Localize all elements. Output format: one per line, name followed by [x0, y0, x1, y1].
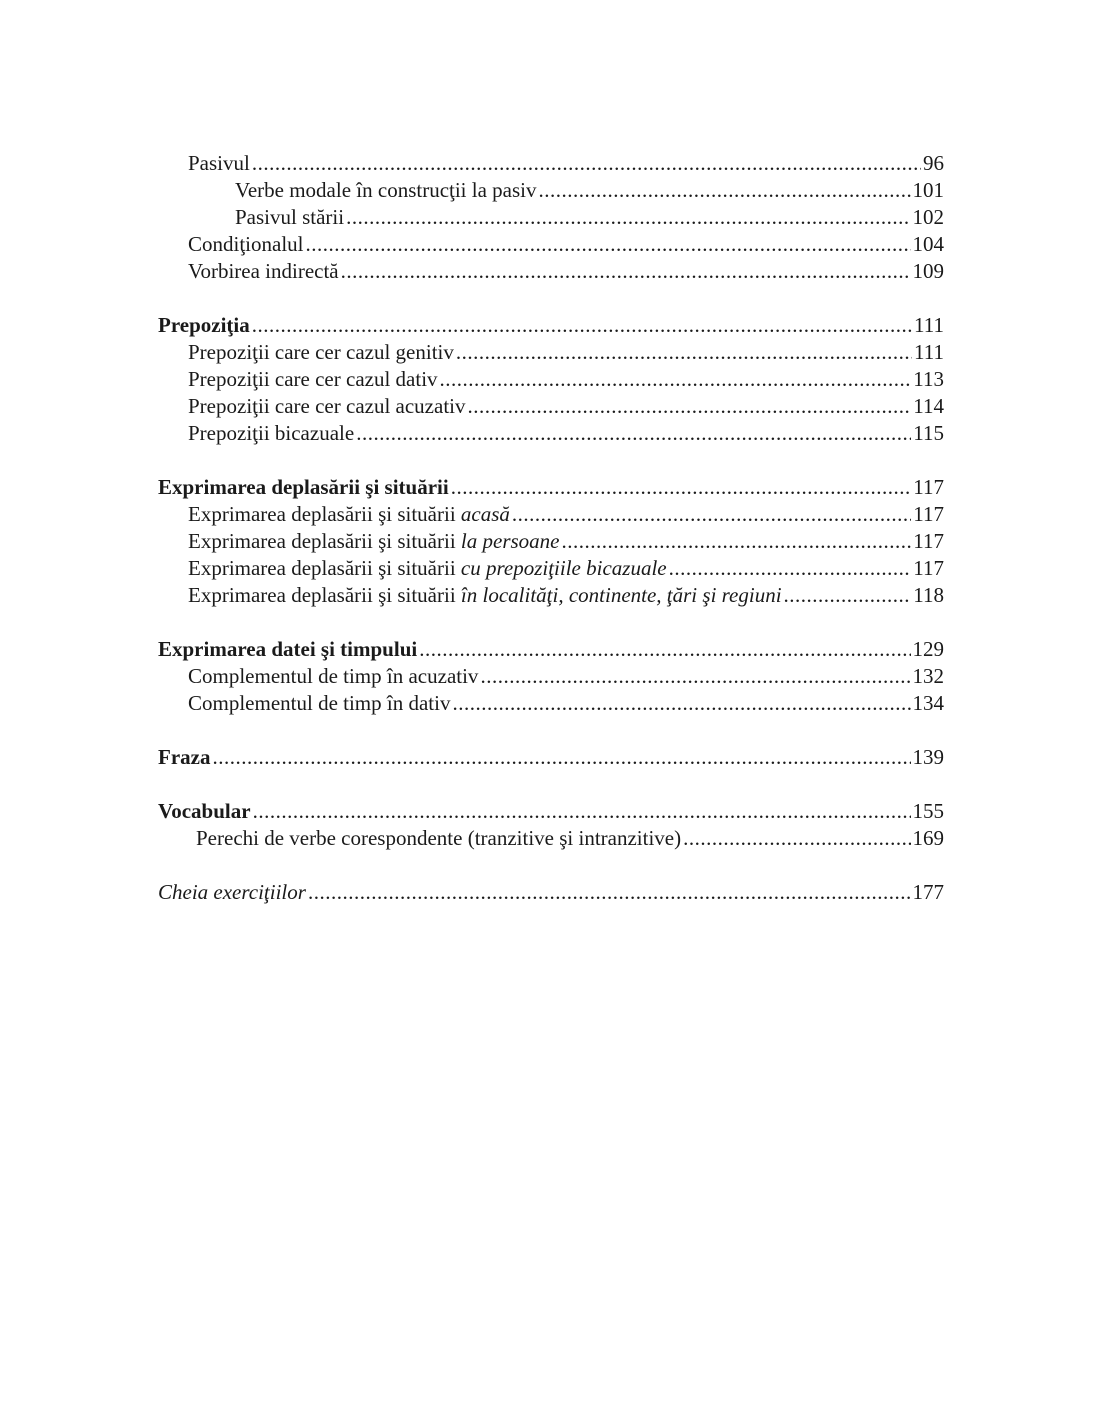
- toc-entry-label: [188, 582, 782, 609]
- toc-dot-leader: [512, 501, 911, 528]
- toc-entry-title: Prepoziţii care cer cazul acuzativ: [188, 394, 466, 418]
- toc-page-number: 117: [913, 502, 944, 526]
- toc-entry-title: Prepoziţia: [158, 313, 250, 337]
- table-of-contents: [158, 150, 944, 906]
- toc-entry-label: [188, 258, 339, 285]
- toc-entry-label: [158, 312, 250, 339]
- toc-entry-label: [196, 825, 681, 852]
- toc-page-number: 104: [912, 232, 944, 256]
- toc-dot-leader: [451, 474, 912, 501]
- toc-dot-leader: [252, 150, 921, 177]
- toc-entry-title: Exprimarea deplasării şi situării: [158, 475, 449, 499]
- toc-page-number: 115: [913, 421, 944, 445]
- toc-page-number: 155: [912, 799, 944, 823]
- toc-entry-label: [158, 636, 417, 663]
- toc-page-number: 139: [912, 745, 944, 769]
- toc-entry[interactable]: [158, 663, 944, 690]
- toc-page-number: 102: [912, 205, 944, 229]
- toc-entry-title: Vorbirea indirectă: [188, 259, 339, 283]
- toc-entry-title-italic: în localităţi, continente, ţări şi regiuni: [460, 583, 782, 607]
- toc-entry-title: Pasivul stării: [235, 205, 345, 229]
- toc-page-number: 114: [913, 394, 944, 418]
- toc-page-number: 109: [912, 259, 944, 283]
- toc-entry-title: Prepoziţii care cer cazul dativ: [188, 367, 438, 391]
- toc-entry-label: [188, 150, 250, 177]
- toc-entry-title-italic: la persoane: [460, 529, 560, 553]
- toc-entry[interactable]: [158, 393, 944, 420]
- toc-dot-leader: [452, 690, 910, 717]
- toc-entry[interactable]: [158, 177, 944, 204]
- toc-dot-leader: [440, 366, 912, 393]
- toc-entry-label: [158, 879, 306, 906]
- toc-entry-label: [158, 798, 251, 825]
- toc-entry-title: Perechi de verbe corespondente (tranzitive şi intranzitive): [196, 826, 682, 850]
- toc-entry-title-italic: cu prepoziţiile bicazuale: [460, 556, 667, 580]
- toc-page-number: 118: [913, 583, 944, 607]
- toc-dot-leader: [253, 798, 911, 825]
- toc-page-number: 113: [913, 367, 944, 391]
- toc-dot-leader: [784, 582, 912, 609]
- toc-entry-label: [188, 528, 560, 555]
- toc-page-number: 111: [914, 313, 944, 337]
- toc-entry-title: Vocabular: [158, 799, 251, 823]
- toc-entry-title: Exprimarea deplasării şi situării: [188, 502, 461, 526]
- toc-entry-title: Exprimarea deplasării şi situării: [188, 583, 461, 607]
- toc-entry-label: [188, 501, 510, 528]
- toc-page-number: 169: [912, 826, 944, 850]
- toc-entry-label: [188, 366, 438, 393]
- toc-page-number: 134: [912, 691, 944, 715]
- toc-entry-title: Complementul de timp în dativ: [188, 691, 451, 715]
- toc-entry-label: [235, 204, 344, 231]
- toc-entry[interactable]: [158, 258, 944, 285]
- toc-page-number: 129: [912, 637, 944, 661]
- toc-entry-label: [188, 339, 454, 366]
- toc-dot-leader: [480, 663, 910, 690]
- toc-page-number: 96: [923, 151, 944, 175]
- toc-dot-leader: [669, 555, 912, 582]
- toc-entry[interactable]: [158, 879, 944, 906]
- toc-dot-leader: [683, 825, 910, 852]
- toc-entry[interactable]: [158, 312, 944, 339]
- toc-page-number: 132: [912, 664, 944, 688]
- toc-entry[interactable]: [158, 744, 944, 771]
- toc-dot-leader: [539, 177, 911, 204]
- toc-dot-leader: [212, 744, 910, 771]
- toc-entry[interactable]: [158, 339, 944, 366]
- toc-dot-leader: [562, 528, 912, 555]
- toc-entry-title: Prepoziţii care cer cazul genitiv: [188, 340, 454, 364]
- toc-entry[interactable]: [158, 150, 944, 177]
- toc-entry-label: [188, 231, 304, 258]
- toc-entry-label: [158, 474, 449, 501]
- toc-entry-title: Fraza: [158, 745, 211, 769]
- toc-entry-label: [188, 690, 450, 717]
- toc-entry-title: Condiţionalul: [188, 232, 304, 256]
- toc-dot-leader: [308, 879, 911, 906]
- toc-dot-leader: [468, 393, 912, 420]
- toc-dot-leader: [456, 339, 912, 366]
- toc-dot-leader: [419, 636, 910, 663]
- toc-entry[interactable]: [158, 231, 944, 258]
- toc-entry-label: [188, 420, 354, 447]
- toc-entry[interactable]: [158, 474, 944, 501]
- toc-dot-leader: [306, 231, 911, 258]
- toc-page-number: 111: [914, 340, 944, 364]
- toc-entry-label: [188, 555, 667, 582]
- toc-dot-leader: [252, 312, 912, 339]
- toc-entry-title: Prepoziţii bicazuale: [188, 421, 355, 445]
- toc-entry-title: Pasivul: [188, 151, 250, 175]
- toc-entry-title: Verbe modale în construcţii la pasiv: [235, 178, 537, 202]
- toc-entry[interactable]: [158, 501, 944, 528]
- toc-page-number: 117: [913, 556, 944, 580]
- toc-entry[interactable]: [158, 420, 944, 447]
- toc-dot-leader: [341, 258, 911, 285]
- toc-entry-label: [158, 744, 210, 771]
- toc-dot-leader: [346, 204, 910, 231]
- toc-entry-title: Complementul de timp în acuzativ: [188, 664, 479, 688]
- toc-entry[interactable]: [158, 582, 944, 609]
- toc-page-number: 177: [912, 880, 944, 904]
- toc-entry-title-italic: acasă: [460, 502, 510, 526]
- toc-entry-label: [235, 177, 537, 204]
- toc-entry[interactable]: [158, 555, 944, 582]
- toc-page-number: 101: [912, 178, 944, 202]
- toc-entry[interactable]: [158, 825, 944, 852]
- toc-page-number: 117: [913, 529, 944, 553]
- toc-entry-title: Exprimarea datei şi timpului: [158, 637, 418, 661]
- toc-entry-title: Cheia exerciţiilor: [158, 880, 306, 904]
- toc-page-number: 117: [913, 475, 944, 499]
- toc-dot-leader: [356, 420, 911, 447]
- toc-entry[interactable]: [158, 528, 944, 555]
- toc-entry[interactable]: [158, 798, 944, 825]
- toc-entry[interactable]: [158, 690, 944, 717]
- toc-entry-title: Exprimarea deplasării şi situării: [188, 556, 461, 580]
- toc-entry[interactable]: [158, 204, 944, 231]
- toc-entry-label: [188, 393, 466, 420]
- toc-entry[interactable]: [158, 366, 944, 393]
- toc-entry-title: Exprimarea deplasării şi situării: [188, 529, 461, 553]
- toc-entry[interactable]: [158, 636, 944, 663]
- toc-entry-label: [188, 663, 478, 690]
